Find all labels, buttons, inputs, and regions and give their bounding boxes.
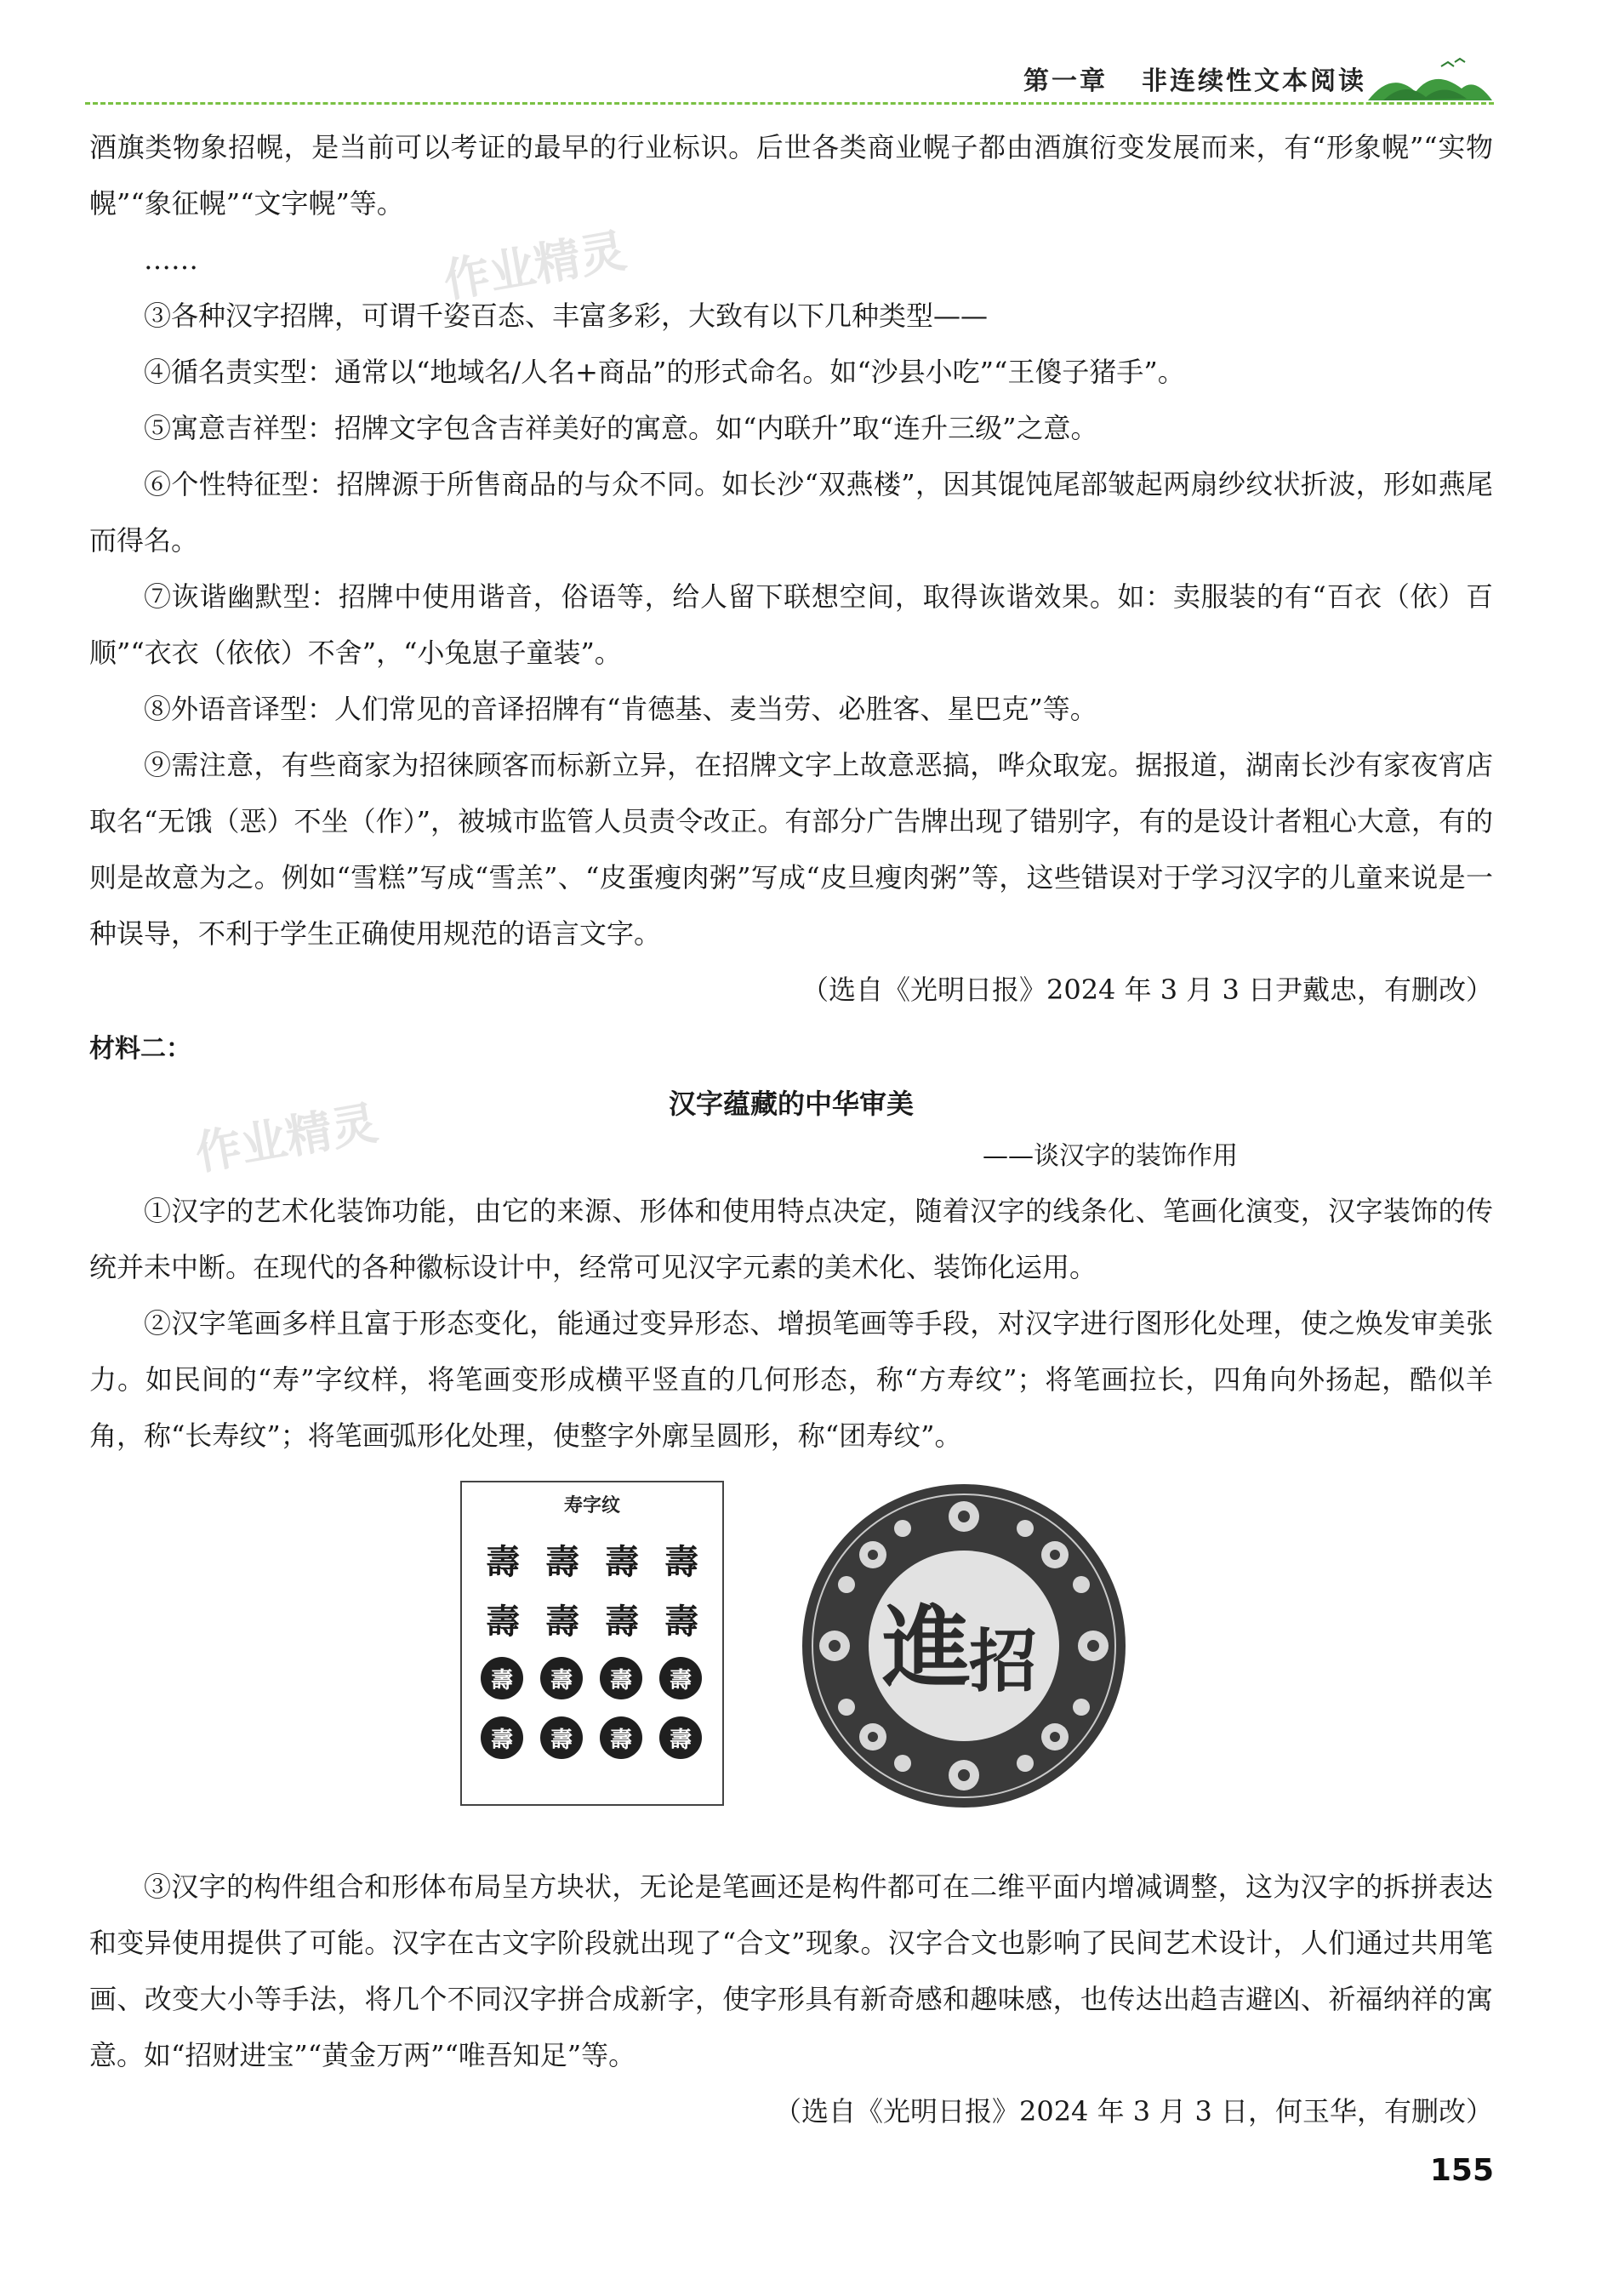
round-shou-glyph-icon: 壽 [540, 1657, 583, 1699]
chapter-number: 第一章 [1023, 66, 1108, 96]
round-shou-glyph-icon: 壽 [659, 1716, 702, 1759]
combined-character-papercut-icon [799, 1481, 1129, 1811]
shou-glyph-icon: 壽 [545, 1601, 579, 1642]
material1-paragraph: ⑤寓意吉祥型：招牌文字包含吉祥美好的寓意。如“内联升”取“连升三级”之意。 [144, 412, 1098, 444]
article-subtitle: ——谈汉字的装饰作用 [983, 1141, 1238, 1171]
shou-glyph-icon: 壽 [486, 1541, 520, 1582]
material2-paragraph: ①汉字的艺术化装饰功能，由它的来源、形体和使用特点决定，随着汉字的线条化、笔画化演变，汉字装饰的传统并未中断。在现代的各种徽标设计中，经常可见汉字元素的美术化、装饰化运用。 [89, 1195, 1493, 1283]
material1-source: （选自《光明日报》2024 年 3 月 3 日尹戴忠，有删改） [801, 974, 1493, 1006]
material1-paragraph: ⑦诙谐幽默型：招牌中使用谐音，俗语等，给人留下联想空间，取得诙谐效果。如：卖服装的有“百衣（依）百顺”“衣衣（依依）不舍”，“小兔崽子童装”。 [89, 580, 1493, 669]
round-shou-glyph-icon: 壽 [659, 1657, 702, 1699]
material1-paragraph: ⑧外语音译型：人们常见的音译招牌有“肯德基、麦当劳、必胜客、星巴克”等。 [144, 693, 1097, 725]
shou-glyph-icon: 壽 [486, 1601, 520, 1642]
material2-paragraph: ③汉字的构件组合和形体布局呈方块状，无论是笔画还是构件都可在二维平面内增减调整，这为汉字的拆拼表达和变异使用提供了可能。汉字在古文字阶段就出现了“合文”现象。汉字合文也影响了民间艺术设计，人们通过共用笔画、改变大小等手法，将几个不同汉字拼合成新字，使字形具有新奇感和趣味感，也传达出趋吉避凶、祈福纳祥的寓意。如“招财进宝”“黄金万两”“唯吾知足”等。 [89, 1870, 1493, 2071]
page-content [89, 119, 1493, 2139]
material2-label: 材料二： [89, 1034, 191, 1064]
material2-source: （选自《光明日报》2024 年 3 月 3 日，何玉华，有删改） [773, 2095, 1493, 2128]
watermark: 作业精灵 [439, 223, 630, 309]
watermark: 作业精灵 [191, 1095, 382, 1181]
shou-pattern-figure [460, 1481, 724, 1806]
shou-glyph-icon: 壽 [605, 1601, 639, 1642]
article-title: 汉字蕴藏的中华审美 [668, 1088, 914, 1120]
material1-paragraph: ④循名责实型：通常以“地域名/人名+商品”的形式命名。如“沙县小吃”“王傻子猪手”。 [144, 356, 1185, 388]
material1-paragraph: 酒旗类物象招幌，是当前可以考证的最早的行业标识。后世各类商业幌子都由酒旗衍变发展而来，有“形象幌”“实物幌”“象征幌”“文字幌”等。 [89, 131, 1493, 220]
shou-glyph-grid [481, 1533, 722, 1764]
mountain-decoration-icon [1366, 51, 1494, 102]
shou-glyph-icon: 壽 [664, 1601, 698, 1642]
shou-glyph-icon: 壽 [545, 1541, 579, 1582]
round-shou-glyph-icon: 壽 [600, 1716, 642, 1759]
page-number: 155 [1429, 2153, 1494, 2188]
svg-text:進: 進 [881, 1596, 972, 1699]
round-shou-glyph-icon: 壽 [540, 1716, 583, 1759]
material2-paragraph: ②汉字笔画多样且富于形态变化，能通过变异形态、增损笔画等手段，对汉字进行图形化处理，使之焕发审美张力。如民间的“寿”字纹样，将笔画变形成横平竖直的几何形态，称“方寿纹”；将笔画拉长，四角向外扬起，酷似羊角，称“长寿纹”；将笔画弧形化处理，使整字外廓呈圆形，称“团寿纹”。 [89, 1307, 1493, 1452]
chapter-title: 非连续性文本阅读 [1142, 66, 1366, 96]
material1-paragraph: ⑥个性特征型：招牌源于所售商品的与众不同。如长沙“双燕楼”，因其馄饨尾部皱起两扇纱纹状折波，形如燕尾而得名。 [89, 468, 1493, 557]
ellipsis: …… [144, 243, 198, 276]
header-rule [85, 102, 1494, 105]
chapter-heading [1023, 60, 1366, 97]
figure-area [89, 1481, 1493, 1847]
round-shou-glyph-icon: 壽 [600, 1657, 642, 1699]
material1-paragraph: ⑨需注意，有些商家为招徕顾客而标新立异，在招牌文字上故意恶搞，哗众取宠。据报道，湖南长沙有家夜宵店取名“无饿（恶）不坐（作）”，被城市监管人员责令改正。有部分广告牌出现了错别字，有的是设计者粗心大意，有的则是故意为之。例如“雪糕”写成“雪羔”、“皮蛋瘦肉粥”写成“皮旦瘦肉粥”等，这些错误对于学习汉字的儿童来说是一种误导，不利于学生正确使用规范的语言文字。 [89, 749, 1493, 950]
material1-paragraph: ③各种汉字招牌，可谓千姿百态、丰富多彩，大致有以下几种类型—— [144, 300, 989, 332]
shou-glyph-icon: 壽 [605, 1541, 639, 1582]
round-shou-glyph-icon: 壽 [481, 1657, 523, 1699]
figure-title: 寿字纹 [563, 1495, 620, 1516]
svg-text:招: 招 [969, 1622, 1037, 1701]
page-header [85, 51, 1494, 106]
shou-glyph-icon: 壽 [664, 1541, 698, 1582]
round-shou-glyph-icon: 壽 [481, 1716, 523, 1759]
